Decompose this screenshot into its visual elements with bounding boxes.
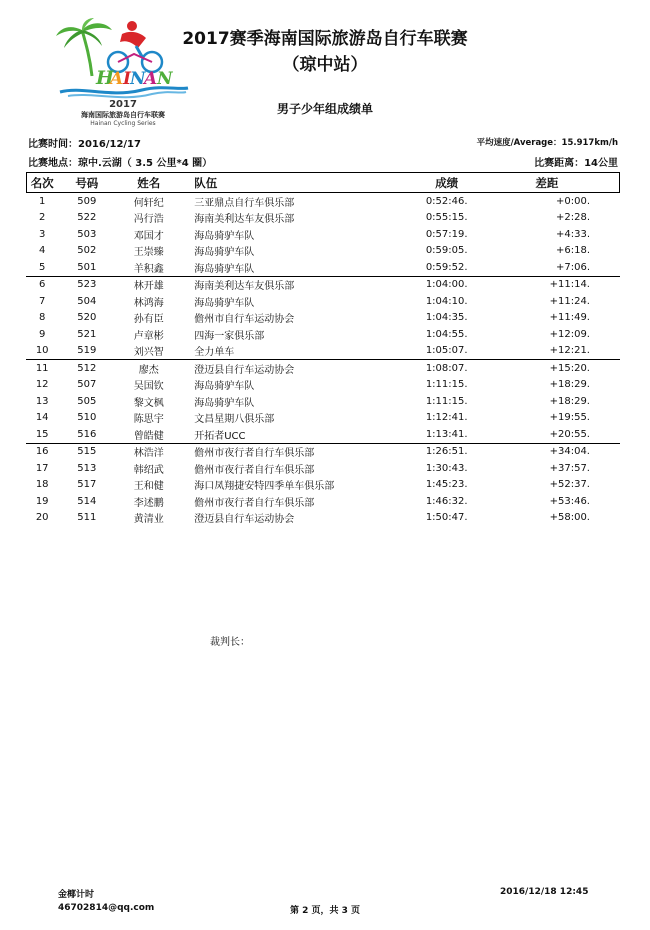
gap-cell: +2:28. xyxy=(555,212,590,224)
team-cell: 海南美利达车友俱乐部 xyxy=(182,276,389,293)
team-cell: 澄迈县自行车运动协会 xyxy=(194,514,295,526)
gap-cell: +58:00. xyxy=(549,512,590,524)
number-cell: 521 xyxy=(77,328,97,340)
team-cell: 四海一家俱乐部 xyxy=(194,330,265,342)
table-row xyxy=(26,293,620,310)
table-row xyxy=(26,443,620,460)
gap-cell: +11:14. xyxy=(504,276,620,293)
time-cell: 1:11:15. xyxy=(425,395,468,407)
race-distance: 比赛距离：14公里 xyxy=(534,158,618,169)
name-cell: 黄清业 xyxy=(133,514,164,526)
number-cell: 509 xyxy=(77,195,97,207)
gap-cell: +7:06. xyxy=(555,261,590,273)
rank-cell: 10 xyxy=(35,345,49,357)
time-cell: 1:04:00. xyxy=(390,276,504,293)
name-cell: 羊积鑫 xyxy=(133,263,164,275)
time-cell: 1:04:10. xyxy=(425,295,468,307)
team-cell: 海岛骑驴车队 xyxy=(194,263,255,275)
number-cell: 513 xyxy=(77,462,97,474)
number-cell: 514 xyxy=(77,495,97,507)
rank-cell: 15 xyxy=(35,428,49,440)
number-cell: 503 xyxy=(77,228,97,240)
timer-name: 金椰计时 xyxy=(58,890,95,900)
rank-cell: 17 xyxy=(35,462,49,474)
rank-cell: 7 xyxy=(39,295,46,307)
name-cell: 林鸿海 xyxy=(133,297,164,309)
document-title: 2017赛季海南国际旅游岛自行车联赛 xyxy=(182,29,468,49)
team-cell: 海岛骑驴车队 xyxy=(194,397,255,409)
name-cell: 林开雄 xyxy=(115,276,182,293)
gap-cell: +11:49. xyxy=(549,312,590,324)
team-cell: 三亚鼎点自行车俱乐部 xyxy=(194,197,295,209)
number-cell: 501 xyxy=(77,261,97,273)
rank-cell: 20 xyxy=(35,512,49,524)
name-cell: 李述鹏 xyxy=(133,497,164,509)
rank-cell: 3 xyxy=(39,228,46,240)
name-cell: 廖杰 xyxy=(115,360,182,377)
time-cell: 1:04:55. xyxy=(425,328,468,340)
time-cell: 1:04:35. xyxy=(425,312,468,324)
gap-cell: +53:46. xyxy=(549,495,590,507)
gap-cell: +37:57. xyxy=(549,462,590,474)
svg-text:N: N xyxy=(157,69,173,89)
time-cell: 1:30:43. xyxy=(425,462,468,474)
print-date: 2016/12/18 12:45 xyxy=(500,887,589,897)
rank-cell: 14 xyxy=(35,412,49,424)
number-cell: 512 xyxy=(58,360,115,377)
time-cell: 0:59:52. xyxy=(425,261,468,273)
team-cell: 儋州市夜行者自行车俱乐部 xyxy=(194,464,315,476)
time-cell: 1:05:07. xyxy=(425,345,468,357)
name-cell: 陈思宇 xyxy=(133,414,164,426)
table-row xyxy=(26,210,620,227)
team-cell: 儋州市夜行者自行车俱乐部 xyxy=(182,443,389,460)
name-cell: 刘兴智 xyxy=(133,347,164,359)
table-row xyxy=(26,377,620,394)
svg-text:A: A xyxy=(144,69,158,89)
rank-cell: 13 xyxy=(35,395,49,407)
table-row xyxy=(26,310,620,327)
average-speed: 平均速度/Average：15.917km/h xyxy=(476,138,618,148)
rank-cell: 5 xyxy=(39,261,46,273)
name-cell: 王崇臻 xyxy=(133,247,164,259)
rank-cell: 16 xyxy=(26,443,58,460)
team-cell: 澄迈县自行车运动协会 xyxy=(182,360,389,377)
gap-cell: +0:00. xyxy=(555,195,590,207)
svg-text:N: N xyxy=(130,69,146,89)
number-cell: 523 xyxy=(58,276,115,293)
table-row xyxy=(26,510,620,527)
gap-cell: +18:29. xyxy=(549,379,590,391)
name-cell: 吴国钦 xyxy=(133,381,164,393)
results-body xyxy=(26,193,620,527)
team-cell: 全力单车 xyxy=(194,347,235,359)
col-gap: 差距 xyxy=(504,173,620,193)
number-cell: 502 xyxy=(77,245,97,257)
col-rank: 名次 xyxy=(26,173,58,193)
rank-cell: 8 xyxy=(39,312,46,324)
time-cell: 0:52:46. xyxy=(425,195,468,207)
name-cell: 黎文枫 xyxy=(133,397,164,409)
col-team: 队伍 xyxy=(182,173,389,193)
name-cell: 邓国才 xyxy=(133,230,164,242)
rank-cell: 4 xyxy=(39,245,46,257)
gap-cell: +15:20. xyxy=(504,360,620,377)
number-cell: 517 xyxy=(77,479,97,491)
team-cell: 文昌星期八俱乐部 xyxy=(194,414,275,426)
rank-cell: 19 xyxy=(35,495,49,507)
time-cell: 1:13:41. xyxy=(425,428,468,440)
time-cell: 1:26:51. xyxy=(390,443,504,460)
time-cell: 0:59:05. xyxy=(425,245,468,257)
name-cell: 卢章彬 xyxy=(133,330,164,342)
stage-title: （琼中站） xyxy=(282,55,368,75)
rank-cell: 11 xyxy=(26,360,58,377)
timer-email: 46702814@qq.com xyxy=(58,903,155,913)
svg-text:2017: 2017 xyxy=(109,99,137,110)
team-cell: 海岛骑驴车队 xyxy=(194,297,255,309)
category-subtitle: 男子少年组成绩单 xyxy=(276,102,373,116)
gap-cell: +52:37. xyxy=(549,479,590,491)
number-cell: 510 xyxy=(77,412,97,424)
number-cell: 504 xyxy=(77,295,97,307)
col-time: 成绩 xyxy=(390,173,504,193)
col-number: 号码 xyxy=(58,173,115,193)
gap-cell: +12:09. xyxy=(549,328,590,340)
rank-cell: 18 xyxy=(35,479,49,491)
table-row xyxy=(26,243,620,260)
number-cell: 507 xyxy=(77,379,97,391)
time-cell: 0:55:15. xyxy=(425,212,468,224)
table-row xyxy=(26,259,620,276)
team-cell: 儋州市自行车运动协会 xyxy=(194,314,295,326)
name-cell: 曾皓健 xyxy=(133,430,164,442)
time-cell: 1:08:07. xyxy=(390,360,504,377)
gap-cell: +6:18. xyxy=(555,245,590,257)
svg-text:A: A xyxy=(110,69,124,89)
race-time: 比赛时间：2016/12/17 xyxy=(28,139,141,150)
time-cell: 0:57:19. xyxy=(425,228,468,240)
svg-text:海南国际旅游岛自行车联赛: 海南国际旅游岛自行车联赛 xyxy=(81,111,165,119)
results-table xyxy=(26,172,620,526)
team-cell: 海岛骑驴车队 xyxy=(194,247,255,259)
table-row xyxy=(26,460,620,477)
table-row xyxy=(26,226,620,243)
table-row xyxy=(26,276,620,293)
table-row xyxy=(26,326,620,343)
time-cell: 1:12:41. xyxy=(425,412,468,424)
gap-cell: +18:29. xyxy=(549,395,590,407)
rank-cell: 2 xyxy=(39,212,46,224)
gap-cell: +19:55. xyxy=(549,412,590,424)
name-cell: 林浩洋 xyxy=(115,443,182,460)
name-cell: 孙有臣 xyxy=(133,314,164,326)
time-cell: 1:46:32. xyxy=(425,495,468,507)
svg-text:I: I xyxy=(123,69,131,89)
number-cell: 505 xyxy=(77,395,97,407)
rank-cell: 6 xyxy=(26,276,58,293)
gap-cell: +4:33. xyxy=(555,228,590,240)
team-cell: 海南美利达车友俱乐部 xyxy=(194,214,295,226)
name-cell: 何轩纪 xyxy=(133,197,164,209)
name-cell: 韩绍武 xyxy=(133,464,164,476)
gap-cell: +20:55. xyxy=(549,428,590,440)
rank-cell: 9 xyxy=(39,328,46,340)
team-cell: 开拓者UCC xyxy=(194,430,246,442)
table-row xyxy=(26,410,620,427)
page-number: 第 2 页，共 3 页 xyxy=(289,906,361,916)
number-cell: 515 xyxy=(58,443,115,460)
name-cell: 王和健 xyxy=(133,481,164,493)
number-cell: 520 xyxy=(77,312,97,324)
number-cell: 511 xyxy=(77,512,97,524)
name-cell: 冯行浩 xyxy=(133,214,164,226)
team-cell: 海口凤翔捷安特四季单车俱乐部 xyxy=(194,481,335,493)
team-cell: 海岛骑驴车队 xyxy=(194,381,255,393)
time-cell: 1:50:47. xyxy=(425,512,468,524)
time-cell: 1:11:15. xyxy=(425,379,468,391)
team-cell: 儋州市夜行者自行车俱乐部 xyxy=(194,497,315,509)
team-cell: 海岛骑驴车队 xyxy=(194,230,255,242)
number-cell: 519 xyxy=(77,345,97,357)
table-row xyxy=(26,360,620,377)
number-cell: 522 xyxy=(77,212,97,224)
table-row xyxy=(26,193,620,210)
gap-cell: +11:24. xyxy=(549,295,590,307)
rank-cell: 12 xyxy=(35,379,49,391)
col-name: 姓名 xyxy=(115,173,182,193)
table-row xyxy=(26,393,620,410)
referee-label: 裁判长： xyxy=(210,637,250,648)
table-row xyxy=(26,477,620,494)
table-row xyxy=(26,426,620,443)
number-cell: 516 xyxy=(77,428,97,440)
table-row xyxy=(26,493,620,510)
svg-text:H: H xyxy=(96,67,114,89)
svg-text:Hainan Cycling Series: Hainan Cycling Series xyxy=(90,120,156,127)
time-cell: 1:45:23. xyxy=(425,479,468,491)
rank-cell: 1 xyxy=(39,195,46,207)
table-row xyxy=(26,343,620,360)
table-header-row xyxy=(26,173,620,193)
race-location: 比赛地点：琼中.云湖（ 3.5 公里*4 圈） xyxy=(28,158,213,169)
gap-cell: +34:04. xyxy=(504,443,620,460)
gap-cell: +12:21. xyxy=(549,345,590,357)
